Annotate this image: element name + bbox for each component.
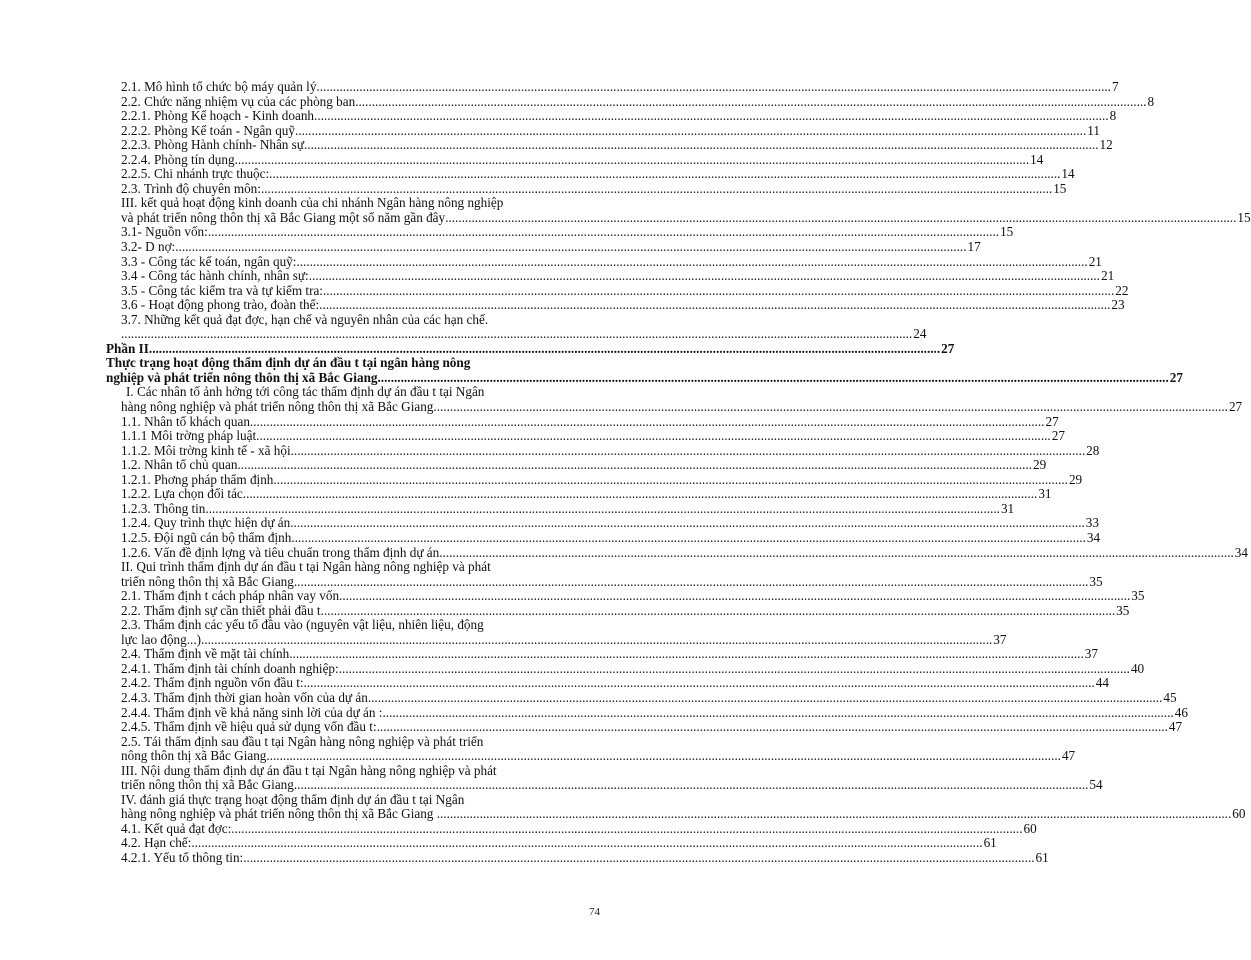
- toc-entry: [106, 588, 1145, 604]
- toc-entry-text: Phần II: [106, 340, 149, 356]
- toc-entry-text: triển nông thôn thị xã Bắc Giang.: [121, 777, 298, 793]
- toc-entry-text: 3.7. Những kết quả đạt đợc, hạn chế và nguyên nhân của các hạn chế.: [121, 311, 489, 327]
- toc-entry: [106, 618, 612, 633]
- toc-entry: [106, 428, 1065, 444]
- toc-entry-text: 2.2. Chức năng nhiệm vụ của các phòng ban: [121, 93, 356, 109]
- toc-leader-dots: [378, 371, 1169, 386]
- toc-page-number: 31: [1000, 500, 1015, 516]
- toc-leader-dots: [209, 502, 1000, 517]
- toc-entry-text: 2.1. Thẩm định t cách pháp nhân vay vốn: [121, 588, 340, 604]
- toc-entry: [106, 340, 955, 357]
- toc-entry-text: 1.2.6. Vấn đề định lợng và tiêu chuẩn trong thẩm định dự án.: [121, 544, 443, 560]
- toc-entry: [106, 777, 1103, 793]
- toc-entry: [106, 529, 1101, 546]
- toc-entry: [106, 137, 1113, 153]
- toc-page-number: 27: [1051, 428, 1065, 444]
- toc-entry: [106, 282, 1129, 299]
- toc-page-number: 29: [1068, 471, 1083, 487]
- toc-page-number: 17: [967, 239, 981, 255]
- toc-entry-text: 2.4.3. Thẩm định thời gian hoàn vốn của dự án.: [121, 689, 372, 705]
- toc-page-number: 24: [913, 326, 927, 342]
- toc-leader-dots: [259, 429, 1050, 444]
- toc-page-number: 27: [1169, 369, 1183, 385]
- toc-entry: [106, 631, 1007, 648]
- toc-entry: [106, 180, 1067, 197]
- toc-entry: [106, 239, 981, 255]
- toc-page-number: 31: [1038, 486, 1052, 502]
- toc-entry-text: 2.2.3. Phòng Hành chính- Nhân sự.: [121, 137, 308, 153]
- toc-leader-dots: [149, 342, 940, 357]
- toc-entry: [106, 602, 1130, 619]
- toc-page-number: 47: [1061, 748, 1076, 764]
- toc-leader-dots: [297, 575, 1088, 590]
- toc-entry: [106, 151, 1044, 168]
- toc-entry-text: 1.1. Nhân tố khách quan.: [121, 413, 254, 429]
- toc-page-number: 15: [1053, 180, 1067, 196]
- toc-entry-text: 1.2.5. Đội ngũ cán bộ thẩm định.: [121, 529, 295, 545]
- toc-entry-text: nghiệp và phát triển nông thôn thị xã Bắc Giang: [106, 369, 378, 385]
- toc-entry-text: I. Các nhân tố ảnh hởng tới công tác thẩm định dự án đầu t tại Ngân: [126, 384, 485, 400]
- toc-page-number: 23: [1111, 297, 1125, 313]
- toc-page-number: 61: [1035, 849, 1049, 865]
- toc-page-number: 35: [1116, 602, 1130, 618]
- toc-leader-dots: [371, 691, 1162, 706]
- toc-entry-text: 2.4. Thẩm định về mặt tài chính.: [121, 646, 293, 662]
- toc-entry-text: 1.2.4. Quy trình thực hiện dự án.: [121, 515, 294, 531]
- toc-leader-dots: [294, 516, 1085, 531]
- toc-leader-dots: [243, 851, 1034, 866]
- toc-leader-dots: [175, 240, 966, 255]
- toc-entry: [106, 544, 1248, 561]
- toc-entry-text: 1.2.3. Thông tin.: [121, 500, 209, 516]
- toc-entry: [106, 356, 612, 371]
- toc-leader-dots: [261, 182, 1052, 197]
- toc-entry: [106, 806, 1246, 822]
- toc-leader-dots: [324, 604, 1115, 619]
- toc-page-number: 14: [1061, 166, 1075, 182]
- toc-entry-text: 2.4.2. Thẩm định nguồn vốn đầu t:: [121, 675, 304, 691]
- toc-entry: [106, 560, 612, 575]
- toc-leader-dots: [201, 633, 992, 648]
- toc-leader-dots: [445, 211, 1236, 226]
- toc-leader-dots: [304, 676, 1095, 691]
- toc-entry: [106, 486, 1052, 502]
- toc-page-number: 21: [1100, 268, 1115, 284]
- toc-entry-text: 1.1.2. Môi trờng kinh tế - xã hội.: [121, 442, 294, 458]
- toc-entry-text: 3.1- Nguồn vốn:: [121, 224, 208, 240]
- toc-entry: [106, 748, 1076, 764]
- toc-entry: [106, 471, 1083, 488]
- toc-page-number: 40: [1130, 660, 1145, 676]
- toc-entry: [106, 704, 1188, 721]
- toc-leader-dots: [377, 720, 1168, 735]
- page-number: 74: [589, 906, 600, 918]
- toc-leader-dots: [307, 138, 1098, 153]
- toc-leader-dots: [440, 807, 1231, 822]
- toc-page-number: 46: [1174, 704, 1188, 720]
- toc-leader-dots: [294, 444, 1085, 459]
- toc-leader-dots: [296, 255, 1087, 270]
- toc-entry-text: nông thôn thị xã Bắc Giang.: [121, 748, 270, 764]
- toc-leader-dots: [319, 298, 1110, 313]
- toc-entry: [106, 515, 1099, 531]
- toc-leader-dots: [382, 706, 1173, 721]
- toc-entry-text: 1.2.2. Lựa chọn đối tác.: [121, 486, 247, 502]
- toc-page-number: 21: [1088, 253, 1102, 269]
- toc-page-number: 45: [1163, 689, 1177, 705]
- toc-leader-dots: [309, 269, 1100, 284]
- toc-entry-text: 2.2.4. Phòng tín dụng.: [121, 151, 238, 167]
- toc-entry-text: Thực trạng hoạt động thẩm định dự án đầu t tại ngân hàng nông: [106, 355, 471, 371]
- toc-entry-text: 2.5. Tái thẩm định sau đầu t tại Ngân hàng nông nghiệp và phát triển: [121, 733, 484, 749]
- toc-entry-text: 2.4.1. Thẩm định tài chính doanh nghiệp:: [121, 660, 339, 676]
- toc-entry-text: 4.2.1. Yếu tố thông tin:: [121, 849, 244, 865]
- toc-entry: [106, 413, 1059, 430]
- toc-entry: [106, 457, 1047, 473]
- toc-entry: [106, 399, 1243, 415]
- toc-page-number: 28: [1086, 442, 1100, 458]
- toc-entry: [106, 209, 1251, 226]
- toc-leader-dots: [443, 546, 1234, 561]
- toc-page-number: 27: [941, 340, 955, 356]
- toc-entry-text: IV. đánh giá thực trạng hoạt động thẩm định dự án đầu t tại Ngân: [121, 791, 465, 807]
- toc-entry-text: 3.5 - Công tác kiểm tra và tự kiểm tra:: [121, 282, 323, 298]
- toc-leader-dots: [121, 327, 912, 342]
- toc-page-number: 33: [1085, 515, 1099, 531]
- toc-entry: [106, 719, 1183, 735]
- toc-entry-text: 2.4.4. Thẩm định về khả năng sinh lời của dự án :: [121, 704, 383, 720]
- toc-page-number: 15: [1237, 209, 1251, 225]
- toc-entry: [106, 573, 1103, 590]
- toc-entry: [106, 442, 1100, 459]
- toc-entry: [106, 660, 1145, 677]
- toc-entry: [106, 326, 927, 342]
- toc-entry: [106, 79, 1119, 95]
- toc-entry-text: 1.2.1. Phơng pháp thẩm định.: [121, 471, 277, 487]
- toc-entry-text: 2.2.1. Phòng Kế hoạch - Kinh doanh.: [121, 108, 318, 124]
- toc-leader-dots: [295, 531, 1086, 546]
- toc-page-number: 44: [1095, 675, 1109, 691]
- toc-leader-dots: [323, 284, 1114, 299]
- toc-page-number: 54: [1089, 777, 1103, 793]
- toc-page-number: 12: [1099, 137, 1113, 153]
- toc-leader-dots: [269, 167, 1060, 182]
- toc-entry: [106, 689, 1177, 706]
- toc-entry: [106, 313, 612, 328]
- toc-leader-dots: [246, 487, 1037, 502]
- toc-entry: [106, 675, 1109, 691]
- toc-entry-text: 3.4 - Công tác hành chính, nhân sự:: [121, 268, 309, 284]
- toc-entry: [106, 253, 1102, 270]
- toc-entry-text: 4.2. Hạn chế:: [121, 835, 192, 851]
- toc-entry: [106, 196, 612, 211]
- toc-page-number: 37: [993, 631, 1007, 647]
- toc-page-number: 47: [1168, 719, 1183, 735]
- toc-page-number: 8: [1147, 93, 1155, 109]
- toc-page-number: 8: [1109, 108, 1117, 124]
- toc-entry-text: 2.2.5. Chi nhánh trực thuộc:: [121, 166, 270, 182]
- toc-page-number: 34: [1086, 529, 1101, 545]
- toc-page-number: 60: [1023, 820, 1037, 836]
- toc-leader-dots: [293, 647, 1084, 662]
- toc-entry: [106, 122, 1100, 139]
- toc-entry: [106, 166, 1075, 182]
- toc-entry-text: hàng nông nghiệp và phát triển nông thôn thị xã Bắc Giang .: [121, 806, 440, 822]
- toc-entry: [106, 835, 997, 851]
- toc-leader-dots: [355, 95, 1146, 110]
- toc-entry: [106, 108, 1117, 124]
- toc-page-number: 15: [1000, 224, 1014, 240]
- toc-entry-text: triển nông thôn thị xã Bắc Giang.: [121, 573, 298, 589]
- toc-leader-dots: [277, 473, 1068, 488]
- toc-leader-dots: [297, 778, 1088, 793]
- toc-entry-text: 2.3. Thẩm định các yếu tố đầu vào (nguyên vật liệu, nhiên liệu, động: [121, 617, 484, 633]
- toc-entry-text: 1.1.1 Môi trờng pháp luật.: [121, 428, 260, 444]
- toc-page-number: 11: [1087, 122, 1100, 138]
- toc-leader-dots: [270, 749, 1061, 764]
- toc-entry: [106, 297, 1125, 313]
- toc-leader-dots: [317, 109, 1108, 124]
- toc-entry-text: 3.2- D nợ:: [121, 239, 176, 255]
- toc-entry-text: 2.2. Thẩm định sự cần thiết phải đầu t.: [121, 602, 324, 618]
- toc-leader-dots: [437, 400, 1228, 415]
- toc-leader-dots: [241, 458, 1032, 473]
- toc-page-number: 14: [1030, 151, 1044, 167]
- toc-entry-text: 2.3. Trình độ chuyên môn:: [121, 180, 261, 196]
- toc-leader-dots: [191, 836, 982, 851]
- toc-entry-text: III. kết quả hoạt động kinh doanh của chi nhánh Ngân hàng nông nghiệp: [121, 195, 504, 211]
- toc-entry: [106, 500, 1015, 517]
- toc-page-number: 27: [1228, 399, 1243, 415]
- toc-page-number: 29: [1033, 457, 1047, 473]
- toc-leader-dots: [320, 80, 1111, 95]
- toc-leader-dots: [253, 415, 1044, 430]
- toc-entry: [106, 735, 612, 750]
- toc-leader-dots: [208, 225, 999, 240]
- toc-page-number: 34: [1234, 544, 1248, 560]
- toc-entry-text: 3.6 - Hoạt động phong trào, đoàn thể:: [121, 297, 320, 313]
- toc-leader-dots: [231, 822, 1022, 837]
- toc-entry: [106, 385, 612, 400]
- toc-leader-dots: [339, 589, 1130, 604]
- toc-entry: [106, 849, 1049, 866]
- toc-entry-text: 2.1. Mô hình tổ chức bộ máy quản lý.: [121, 79, 320, 94]
- toc-entry: [106, 93, 1155, 110]
- toc-entry-text: 2.2.2. Phòng Kế toán - Ngân quỹ: [121, 122, 295, 138]
- toc-entry-text: lực lao động...): [121, 631, 202, 647]
- toc-entry-text: hàng nông nghiệp và phát triển nông thôn thị xã Bắc Giang.: [121, 399, 437, 415]
- toc-entry: [106, 224, 1014, 240]
- toc-entry-text: II. Qui trình thẩm định dự án đầu t tại Ngân hàng nông nghiệp và phát: [121, 559, 491, 575]
- toc-page-number: 60: [1232, 806, 1246, 822]
- toc-leader-dots: [238, 153, 1029, 168]
- toc-page-number: 7: [1111, 79, 1119, 94]
- toc-page-number: 22: [1115, 282, 1129, 298]
- toc-entry-text: và phát triển nông thôn thị xã Bắc Giang một số năm gần đây: [121, 209, 446, 225]
- toc-page-number: 61: [983, 835, 997, 851]
- toc-page-number: 37: [1084, 646, 1098, 662]
- toc-leader-dots: [339, 662, 1130, 677]
- toc-leader-dots: [295, 124, 1086, 139]
- toc-entry: [106, 369, 1183, 386]
- toc-entry-text: 1.2. Nhân tố chủ quan.: [121, 457, 241, 473]
- toc-entry: [106, 646, 1098, 662]
- toc-entry-text: 2.4.5. Thẩm định về hiệu quả sử dụng vốn đầu t:: [121, 719, 377, 735]
- toc-entry: [106, 793, 612, 808]
- toc-page-number: 35: [1089, 573, 1103, 589]
- toc-entry-text: III. Nội dung thẩm định dự án đầu t tại Ngân hàng nông nghiệp và phát: [121, 762, 497, 778]
- toc-entry: [106, 820, 1037, 837]
- toc-page-number: 27: [1045, 413, 1059, 429]
- toc-entry: [106, 268, 1115, 284]
- toc-entry: [106, 764, 612, 779]
- toc-entry-text: 4.1. Kết quả đạt đợc:: [121, 820, 232, 836]
- table-of-contents: [106, 79, 1251, 866]
- toc-page-number: 35: [1131, 588, 1145, 604]
- toc-entry-text: 3.3 - Công tác kế toán, ngân quỹ:: [121, 253, 297, 269]
